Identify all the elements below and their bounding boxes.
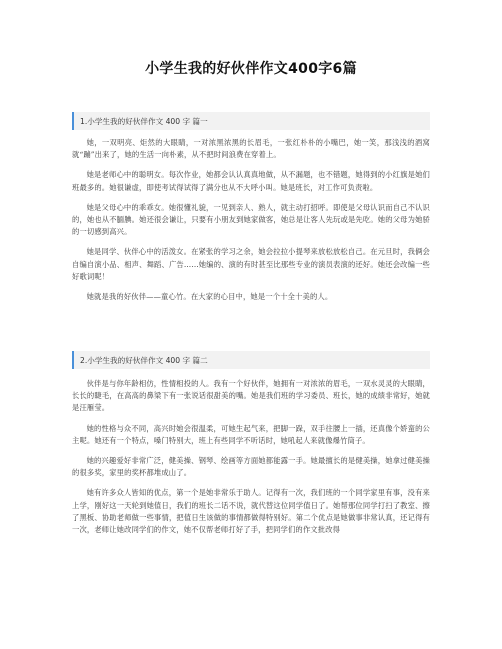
section-heading-text: 1.小学生我的好伙伴作文 400 字 篇一 <box>80 116 208 126</box>
paragraph: 伙伴是与你年龄相仿，性情相投的人。我有一个好伙伴，她拥有一对浓浓的眉毛，一双水灵灵的大眼睛，长长的睫毛，在高高的鼻梁下有一张说话很甜美的嘴。她是我们班的学习委员、班长，她的成绩非常好，她就是汪雁莹。 <box>72 379 430 413</box>
section-heading <box>72 351 430 369</box>
paragraph: 她的兴趣爱好非常广泛，健美操、钢琴、绘画等方面她都能露一手。她最擅长的是健美操，她拿过健美操的很多奖，家里的奖杯都堆成山了。 <box>72 456 430 478</box>
section-heading <box>72 112 430 130</box>
section-2 <box>72 351 430 536</box>
section-1 <box>72 112 430 303</box>
section-body <box>72 378 430 536</box>
paragraph: 她就是我的好伙伴——童心竹。在大家的心目中，她是一个十全十美的人。 <box>86 292 333 302</box>
paragraph: 她是父母心中的乖乖女。她很懂礼貌，一见到亲人、熟人，就主动打招呼。即使是父母认识而自己不认识的，她也从不腼腆。她还很会谦让，只要有小朋友到她家做客，她总是让客人先玩或是先吃。她的父母为她骄的一切感到高兴。 <box>72 202 430 237</box>
section-body <box>72 137 430 303</box>
section-heading-text: 2.小学生我的好伙伴作文 400 字 篇二 <box>80 355 208 365</box>
paragraph: 她有许多众人皆知的优点，第一个是她非常乐于助人。记得有一次，我们班的一个同学家里有事，没有来上学，刚好这一天轮到她值日，我们的班长二话不说，就代替这位同学值日了。她帮那位同学打扫了教室、擦了黑板、协助老师做一些事情，把值日生该做的事情都做得特别好。第二个优点是她做事非常认真，还记得有一次，老师让她改同学们的作文，她不仅帮老师打好了手，把同学们的作文批改得 <box>72 488 430 535</box>
paragraph: 她是同学、伙伴心中的活泼女。在紧张的学习之余，她会拉拉小提琴来放松放松自己。在元旦时，我俩会自编自演小品、相声、舞蹈、广告……她编的、演的有时甚至比那些专业的演员表演的还好。她还会改编一些好歌词呢！ <box>72 247 430 281</box>
page-title: 小学生我的好伙伴作文400字6篇 <box>145 61 357 77</box>
paragraph: 她是老师心中的聪明女。每次作业，她都会认认真真地做，从不漏题，也不错题，她得到的小红旗是她们班最多的。她很谦虚，即使考试得试得了满分也从不大呼小叫。她是班长，对工作可负责啦。 <box>72 170 430 192</box>
paragraph: 她的性格与众不同，高兴时她会很温柔，可她生起气来，把脚一跺，双手往腰上一插，还真像个娇蛮的公主呢。她还有一个特点，嗓门特别大，班上有些同学不听话时，她吼起人来就像爆竹筒子。 <box>72 423 430 445</box>
paragraph: 她，一双明亮、炬然的大眼睛，一对浓黑浓黑的长眉毛，一张红朴朴的小嘴巴，她一笑，那浅浅的酒窝就“蹦”出来了，她的生活一向朴素，从不把时间浪费在穿着上。 <box>72 138 430 160</box>
